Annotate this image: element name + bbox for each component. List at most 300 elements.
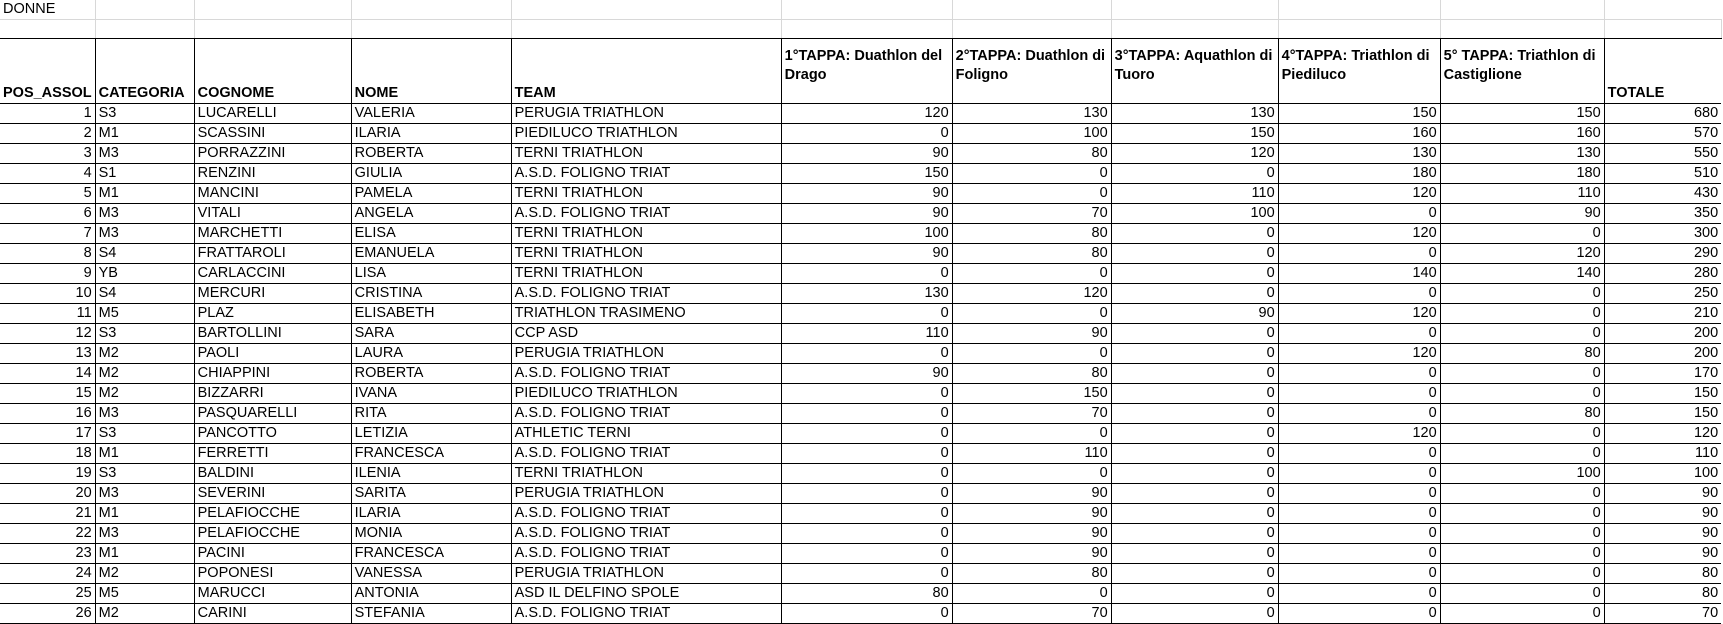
empty-cell[interactable]	[194, 0, 351, 20]
cell-categoria[interactable]: S3	[95, 324, 194, 344]
cell-nome[interactable]: FRANCESCA	[351, 544, 511, 564]
empty-cell[interactable]	[351, 0, 511, 20]
cell-pos[interactable]: 10	[0, 284, 95, 304]
cell-stage-5[interactable]: 80	[1440, 344, 1604, 364]
cell-pos[interactable]: 19	[0, 464, 95, 484]
empty-cell[interactable]	[1604, 20, 1721, 39]
cell-stage-1[interactable]: 0	[781, 544, 952, 564]
cell-stage-4[interactable]: 0	[1278, 404, 1440, 424]
cell-pos[interactable]: 3	[0, 144, 95, 164]
cell-stage-3[interactable]: 0	[1111, 404, 1278, 424]
cell-stage-5[interactable]: 0	[1440, 564, 1604, 584]
cell-stage-4[interactable]: 150	[1278, 104, 1440, 124]
cell-totale[interactable]: 200	[1604, 344, 1721, 364]
cell-team[interactable]: A.S.D. FOLIGNO TRIAT	[511, 604, 781, 624]
cell-pos[interactable]: 12	[0, 324, 95, 344]
cell-nome[interactable]: ANGELA	[351, 204, 511, 224]
cell-pos[interactable]: 11	[0, 304, 95, 324]
cell-team[interactable]: A.S.D. FOLIGNO TRIAT	[511, 544, 781, 564]
cell-cognome[interactable]: POPONESI	[194, 564, 351, 584]
cell-stage-5[interactable]: 0	[1440, 584, 1604, 604]
cell-pos[interactable]: 14	[0, 364, 95, 384]
cell-team[interactable]: A.S.D. FOLIGNO TRIAT	[511, 524, 781, 544]
cell-stage-4[interactable]: 120	[1278, 304, 1440, 324]
cell-stage-3[interactable]: 0	[1111, 164, 1278, 184]
cell-team[interactable]: TRIATHLON TRASIMENO	[511, 304, 781, 324]
cell-stage-1[interactable]: 0	[781, 484, 952, 504]
cell-totale[interactable]: 430	[1604, 184, 1721, 204]
cell-team[interactable]: A.S.D. FOLIGNO TRIAT	[511, 404, 781, 424]
cell-stage-4[interactable]: 0	[1278, 504, 1440, 524]
cell-nome[interactable]: ELISA	[351, 224, 511, 244]
cell-pos[interactable]: 20	[0, 484, 95, 504]
cell-stage-1[interactable]: 150	[781, 164, 952, 184]
cell-stage-5[interactable]: 150	[1440, 104, 1604, 124]
empty-cell[interactable]	[0, 20, 95, 39]
cell-categoria[interactable]: M1	[95, 124, 194, 144]
cell-pos[interactable]: 2	[0, 124, 95, 144]
header-stage-3[interactable]: 3°TAPPA: Aquathlon di Tuoro	[1111, 39, 1278, 104]
cell-totale[interactable]: 170	[1604, 364, 1721, 384]
cell-stage-2[interactable]: 70	[952, 604, 1111, 624]
cell-totale[interactable]: 100	[1604, 464, 1721, 484]
cell-team[interactable]: TERNI TRIATHLON	[511, 224, 781, 244]
cell-stage-1[interactable]: 0	[781, 444, 952, 464]
empty-cell[interactable]	[95, 0, 194, 20]
cell-categoria[interactable]: S4	[95, 284, 194, 304]
cell-nome[interactable]: LAURA	[351, 344, 511, 364]
cell-stage-3[interactable]: 0	[1111, 604, 1278, 624]
cell-stage-3[interactable]: 0	[1111, 364, 1278, 384]
cell-totale[interactable]: 200	[1604, 324, 1721, 344]
cell-stage-1[interactable]: 90	[781, 144, 952, 164]
cell-stage-1[interactable]: 0	[781, 504, 952, 524]
cell-team[interactable]: A.S.D. FOLIGNO TRIAT	[511, 164, 781, 184]
cell-stage-2[interactable]: 0	[952, 424, 1111, 444]
header-team[interactable]: TEAM	[511, 39, 781, 104]
cell-cognome[interactable]: VITALI	[194, 204, 351, 224]
cell-stage-3[interactable]: 130	[1111, 104, 1278, 124]
cell-stage-4[interactable]: 0	[1278, 564, 1440, 584]
cell-stage-1[interactable]: 0	[781, 344, 952, 364]
empty-cell[interactable]	[1604, 0, 1721, 20]
cell-stage-5[interactable]: 90	[1440, 204, 1604, 224]
cell-stage-5[interactable]: 0	[1440, 504, 1604, 524]
cell-nome[interactable]: ILARIA	[351, 124, 511, 144]
cell-stage-3[interactable]: 100	[1111, 204, 1278, 224]
cell-cognome[interactable]: PLAZ	[194, 304, 351, 324]
cell-pos[interactable]: 13	[0, 344, 95, 364]
cell-stage-5[interactable]: 0	[1440, 304, 1604, 324]
cell-nome[interactable]: MONIA	[351, 524, 511, 544]
cell-stage-1[interactable]: 90	[781, 204, 952, 224]
empty-cell[interactable]	[511, 20, 781, 39]
cell-team[interactable]: PERUGIA TRIATHLON	[511, 344, 781, 364]
cell-cognome[interactable]: BALDINI	[194, 464, 351, 484]
cell-pos[interactable]: 9	[0, 264, 95, 284]
cell-stage-2[interactable]: 0	[952, 464, 1111, 484]
cell-stage-4[interactable]: 0	[1278, 284, 1440, 304]
cell-stage-4[interactable]: 0	[1278, 444, 1440, 464]
cell-stage-1[interactable]: 0	[781, 604, 952, 624]
cell-stage-2[interactable]: 80	[952, 244, 1111, 264]
cell-stage-5[interactable]: 160	[1440, 124, 1604, 144]
cell-stage-3[interactable]: 120	[1111, 144, 1278, 164]
cell-stage-5[interactable]: 100	[1440, 464, 1604, 484]
cell-team[interactable]: A.S.D. FOLIGNO TRIAT	[511, 364, 781, 384]
cell-cognome[interactable]: PELAFIOCCHE	[194, 504, 351, 524]
cell-nome[interactable]: ROBERTA	[351, 144, 511, 164]
cell-pos[interactable]: 15	[0, 384, 95, 404]
cell-stage-3[interactable]: 0	[1111, 224, 1278, 244]
cell-totale[interactable]: 70	[1604, 604, 1721, 624]
cell-nome[interactable]: VANESSA	[351, 564, 511, 584]
cell-stage-5[interactable]: 0	[1440, 364, 1604, 384]
cell-nome[interactable]: SARA	[351, 324, 511, 344]
cell-pos[interactable]: 5	[0, 184, 95, 204]
empty-cell[interactable]	[952, 0, 1111, 20]
cell-stage-1[interactable]: 0	[781, 264, 952, 284]
empty-cell[interactable]	[351, 20, 511, 39]
cell-totale[interactable]: 570	[1604, 124, 1721, 144]
cell-stage-1[interactable]: 90	[781, 244, 952, 264]
cell-nome[interactable]: VALERIA	[351, 104, 511, 124]
cell-nome[interactable]: ANTONIA	[351, 584, 511, 604]
cell-stage-2[interactable]: 0	[952, 264, 1111, 284]
cell-stage-1[interactable]: 0	[781, 424, 952, 444]
cell-cognome[interactable]: PANCOTTO	[194, 424, 351, 444]
cell-totale[interactable]: 150	[1604, 384, 1721, 404]
cell-stage-4[interactable]: 0	[1278, 584, 1440, 604]
cell-stage-3[interactable]: 0	[1111, 464, 1278, 484]
cell-categoria[interactable]: M2	[95, 384, 194, 404]
cell-stage-1[interactable]: 80	[781, 584, 952, 604]
header-stage-1[interactable]: 1°TAPPA: Duathlon del Drago	[781, 39, 952, 104]
cell-stage-1[interactable]: 100	[781, 224, 952, 244]
cell-nome[interactable]: ROBERTA	[351, 364, 511, 384]
cell-stage-1[interactable]: 120	[781, 104, 952, 124]
empty-cell[interactable]	[1111, 0, 1278, 20]
cell-stage-1[interactable]: 130	[781, 284, 952, 304]
cell-stage-2[interactable]: 150	[952, 384, 1111, 404]
cell-totale[interactable]: 80	[1604, 564, 1721, 584]
empty-cell[interactable]	[1440, 0, 1604, 20]
cell-team[interactable]: PIEDILUCO TRIATHLON	[511, 384, 781, 404]
cell-stage-4[interactable]: 120	[1278, 344, 1440, 364]
cell-cognome[interactable]: CARLACCINI	[194, 264, 351, 284]
cell-cognome[interactable]: MERCURI	[194, 284, 351, 304]
cell-team[interactable]: PERUGIA TRIATHLON	[511, 564, 781, 584]
cell-cognome[interactable]: FRATTAROLI	[194, 244, 351, 264]
cell-stage-5[interactable]: 110	[1440, 184, 1604, 204]
cell-cognome[interactable]: LUCARELLI	[194, 104, 351, 124]
cell-stage-2[interactable]: 80	[952, 564, 1111, 584]
cell-totale[interactable]: 80	[1604, 584, 1721, 604]
cell-cognome[interactable]: PACINI	[194, 544, 351, 564]
cell-pos[interactable]: 7	[0, 224, 95, 244]
header-categoria[interactable]: CATEGORIA	[95, 39, 194, 104]
empty-cell[interactable]	[1278, 20, 1440, 39]
cell-stage-3[interactable]: 0	[1111, 244, 1278, 264]
cell-stage-5[interactable]: 80	[1440, 404, 1604, 424]
cell-stage-3[interactable]: 0	[1111, 444, 1278, 464]
empty-cell[interactable]	[1111, 20, 1278, 39]
cell-categoria[interactable]: S3	[95, 424, 194, 444]
cell-stage-2[interactable]: 80	[952, 364, 1111, 384]
cell-cognome[interactable]: CHIAPPINI	[194, 364, 351, 384]
cell-stage-3[interactable]: 0	[1111, 504, 1278, 524]
cell-stage-4[interactable]: 0	[1278, 384, 1440, 404]
cell-totale[interactable]: 110	[1604, 444, 1721, 464]
cell-team[interactable]: CCP ASD	[511, 324, 781, 344]
cell-categoria[interactable]: M3	[95, 144, 194, 164]
cell-stage-4[interactable]: 0	[1278, 364, 1440, 384]
cell-categoria[interactable]: S3	[95, 104, 194, 124]
cell-stage-1[interactable]: 0	[781, 404, 952, 424]
cell-stage-5[interactable]: 120	[1440, 244, 1604, 264]
cell-cognome[interactable]: BARTOLLINI	[194, 324, 351, 344]
empty-cell[interactable]	[194, 20, 351, 39]
cell-totale[interactable]: 290	[1604, 244, 1721, 264]
cell-team[interactable]: PIEDILUCO TRIATHLON	[511, 124, 781, 144]
cell-cognome[interactable]: MARUCCI	[194, 584, 351, 604]
cell-stage-5[interactable]: 0	[1440, 604, 1604, 624]
cell-totale[interactable]: 510	[1604, 164, 1721, 184]
cell-team[interactable]: ASD IL DELFINO SPOLE	[511, 584, 781, 604]
cell-categoria[interactable]: M3	[95, 204, 194, 224]
header-stage-5[interactable]: 5° TAPPA: Triathlon di Castiglione	[1440, 39, 1604, 104]
cell-stage-4[interactable]: 120	[1278, 224, 1440, 244]
cell-stage-2[interactable]: 120	[952, 284, 1111, 304]
cell-stage-2[interactable]: 80	[952, 224, 1111, 244]
cell-pos[interactable]: 21	[0, 504, 95, 524]
cell-cognome[interactable]: SEVERINI	[194, 484, 351, 504]
cell-stage-4[interactable]: 0	[1278, 484, 1440, 504]
cell-nome[interactable]: IVANA	[351, 384, 511, 404]
cell-stage-1[interactable]: 90	[781, 184, 952, 204]
cell-cognome[interactable]: BIZZARRI	[194, 384, 351, 404]
cell-stage-5[interactable]: 0	[1440, 284, 1604, 304]
cell-stage-4[interactable]: 120	[1278, 184, 1440, 204]
cell-stage-1[interactable]: 0	[781, 464, 952, 484]
cell-team[interactable]: ATHLETIC TERNI	[511, 424, 781, 444]
cell-stage-4[interactable]: 0	[1278, 544, 1440, 564]
cell-categoria[interactable]: M5	[95, 584, 194, 604]
cell-stage-3[interactable]: 0	[1111, 564, 1278, 584]
cell-nome[interactable]: RITA	[351, 404, 511, 424]
cell-stage-5[interactable]: 0	[1440, 224, 1604, 244]
cell-stage-2[interactable]: 90	[952, 324, 1111, 344]
cell-totale[interactable]: 210	[1604, 304, 1721, 324]
cell-stage-5[interactable]: 0	[1440, 524, 1604, 544]
cell-team[interactable]: TERNI TRIATHLON	[511, 264, 781, 284]
cell-stage-2[interactable]: 0	[952, 344, 1111, 364]
cell-stage-4[interactable]: 0	[1278, 524, 1440, 544]
cell-totale[interactable]: 90	[1604, 524, 1721, 544]
cell-stage-5[interactable]: 0	[1440, 384, 1604, 404]
cell-nome[interactable]: ELISABETH	[351, 304, 511, 324]
empty-cell[interactable]	[511, 0, 781, 20]
cell-stage-2[interactable]: 0	[952, 164, 1111, 184]
cell-cognome[interactable]: PAOLI	[194, 344, 351, 364]
cell-stage-4[interactable]: 0	[1278, 604, 1440, 624]
cell-stage-2[interactable]: 90	[952, 504, 1111, 524]
cell-stage-1[interactable]: 0	[781, 384, 952, 404]
cell-categoria[interactable]: S3	[95, 464, 194, 484]
cell-nome[interactable]: SARITA	[351, 484, 511, 504]
cell-stage-2[interactable]: 90	[952, 544, 1111, 564]
cell-stage-1[interactable]: 110	[781, 324, 952, 344]
cell-pos[interactable]: 1	[0, 104, 95, 124]
empty-cell[interactable]	[781, 20, 952, 39]
cell-stage-2[interactable]: 100	[952, 124, 1111, 144]
cell-cognome[interactable]: PORRAZZINI	[194, 144, 351, 164]
cell-cognome[interactable]: PASQUARELLI	[194, 404, 351, 424]
cell-stage-3[interactable]: 0	[1111, 344, 1278, 364]
cell-stage-3[interactable]: 0	[1111, 264, 1278, 284]
cell-totale[interactable]: 150	[1604, 404, 1721, 424]
empty-cell[interactable]	[95, 20, 194, 39]
cell-team[interactable]: PERUGIA TRIATHLON	[511, 484, 781, 504]
cell-stage-4[interactable]: 140	[1278, 264, 1440, 284]
cell-stage-5[interactable]: 0	[1440, 484, 1604, 504]
cell-stage-2[interactable]: 130	[952, 104, 1111, 124]
cell-totale[interactable]: 550	[1604, 144, 1721, 164]
cell-pos[interactable]: 4	[0, 164, 95, 184]
cell-stage-3[interactable]: 110	[1111, 184, 1278, 204]
header-pos[interactable]: POS_ASSOL	[0, 39, 95, 104]
cell-categoria[interactable]: S1	[95, 164, 194, 184]
cell-pos[interactable]: 22	[0, 524, 95, 544]
cell-team[interactable]: A.S.D. FOLIGNO TRIAT	[511, 504, 781, 524]
cell-pos[interactable]: 6	[0, 204, 95, 224]
cell-stage-1[interactable]: 0	[781, 304, 952, 324]
cell-categoria[interactable]: M2	[95, 604, 194, 624]
cell-stage-3[interactable]: 90	[1111, 304, 1278, 324]
cell-stage-1[interactable]: 0	[781, 124, 952, 144]
cell-stage-3[interactable]: 150	[1111, 124, 1278, 144]
cell-categoria[interactable]: M1	[95, 444, 194, 464]
header-stage-4[interactable]: 4°TAPPA: Triathlon di Piediluco	[1278, 39, 1440, 104]
cell-totale[interactable]: 90	[1604, 544, 1721, 564]
header-nome[interactable]: NOME	[351, 39, 511, 104]
cell-stage-3[interactable]: 0	[1111, 584, 1278, 604]
cell-nome[interactable]: ILENIA	[351, 464, 511, 484]
cell-stage-4[interactable]: 0	[1278, 204, 1440, 224]
cell-team[interactable]: TERNI TRIATHLON	[511, 464, 781, 484]
cell-pos[interactable]: 18	[0, 444, 95, 464]
cell-stage-2[interactable]: 0	[952, 304, 1111, 324]
cell-nome[interactable]: LETIZIA	[351, 424, 511, 444]
cell-stage-4[interactable]: 0	[1278, 324, 1440, 344]
cell-team[interactable]: TERNI TRIATHLON	[511, 184, 781, 204]
cell-stage-2[interactable]: 90	[952, 484, 1111, 504]
cell-stage-3[interactable]: 0	[1111, 324, 1278, 344]
cell-totale[interactable]: 300	[1604, 224, 1721, 244]
cell-nome[interactable]: ILARIA	[351, 504, 511, 524]
cell-categoria[interactable]: M3	[95, 484, 194, 504]
cell-totale[interactable]: 280	[1604, 264, 1721, 284]
cell-nome[interactable]: CRISTINA	[351, 284, 511, 304]
cell-categoria[interactable]: M3	[95, 404, 194, 424]
cell-stage-2[interactable]: 0	[952, 584, 1111, 604]
cell-categoria[interactable]: M1	[95, 504, 194, 524]
cell-totale[interactable]: 680	[1604, 104, 1721, 124]
cell-categoria[interactable]: M2	[95, 344, 194, 364]
cell-stage-1[interactable]: 0	[781, 564, 952, 584]
cell-cognome[interactable]: RENZINI	[194, 164, 351, 184]
cell-stage-5[interactable]: 0	[1440, 444, 1604, 464]
cell-stage-2[interactable]: 70	[952, 404, 1111, 424]
cell-team[interactable]: A.S.D. FOLIGNO TRIAT	[511, 204, 781, 224]
cell-cognome[interactable]: FERRETTI	[194, 444, 351, 464]
cell-categoria[interactable]: M1	[95, 544, 194, 564]
cell-stage-1[interactable]: 90	[781, 364, 952, 384]
cell-stage-4[interactable]: 160	[1278, 124, 1440, 144]
header-stage-2[interactable]: 2°TAPPA: Duathlon di Foligno	[952, 39, 1111, 104]
cell-stage-2[interactable]: 90	[952, 524, 1111, 544]
cell-stage-5[interactable]: 0	[1440, 544, 1604, 564]
cell-nome[interactable]: LISA	[351, 264, 511, 284]
cell-cognome[interactable]: MANCINI	[194, 184, 351, 204]
header-cognome[interactable]: COGNOME	[194, 39, 351, 104]
cell-stage-3[interactable]: 0	[1111, 544, 1278, 564]
cell-stage-3[interactable]: 0	[1111, 384, 1278, 404]
empty-cell[interactable]	[1278, 0, 1440, 20]
cell-stage-2[interactable]: 0	[952, 184, 1111, 204]
cell-pos[interactable]: 23	[0, 544, 95, 564]
cell-categoria[interactable]: M2	[95, 364, 194, 384]
header-totale[interactable]: TOTALE	[1604, 39, 1721, 104]
empty-cell[interactable]	[781, 0, 952, 20]
cell-nome[interactable]: PAMELA	[351, 184, 511, 204]
cell-nome[interactable]: FRANCESCA	[351, 444, 511, 464]
cell-stage-4[interactable]: 120	[1278, 424, 1440, 444]
cell-stage-2[interactable]: 80	[952, 144, 1111, 164]
cell-pos[interactable]: 17	[0, 424, 95, 444]
cell-stage-5[interactable]: 0	[1440, 324, 1604, 344]
cell-team[interactable]: TERNI TRIATHLON	[511, 144, 781, 164]
empty-cell[interactable]	[1440, 20, 1604, 39]
cell-categoria[interactable]: M3	[95, 524, 194, 544]
cell-team[interactable]: PERUGIA TRIATHLON	[511, 104, 781, 124]
cell-stage-2[interactable]: 110	[952, 444, 1111, 464]
cell-totale[interactable]: 350	[1604, 204, 1721, 224]
cell-cognome[interactable]: PELAFIOCCHE	[194, 524, 351, 544]
cell-stage-5[interactable]: 140	[1440, 264, 1604, 284]
cell-categoria[interactable]: M2	[95, 564, 194, 584]
cell-categoria[interactable]: M3	[95, 224, 194, 244]
cell-stage-4[interactable]: 0	[1278, 464, 1440, 484]
cell-team[interactable]: TERNI TRIATHLON	[511, 244, 781, 264]
cell-stage-3[interactable]: 0	[1111, 424, 1278, 444]
cell-cognome[interactable]: MARCHETTI	[194, 224, 351, 244]
cell-totale[interactable]: 90	[1604, 504, 1721, 524]
cell-stage-5[interactable]: 0	[1440, 424, 1604, 444]
cell-pos[interactable]: 8	[0, 244, 95, 264]
cell-totale[interactable]: 90	[1604, 484, 1721, 504]
cell-stage-3[interactable]: 0	[1111, 284, 1278, 304]
cell-categoria[interactable]: S4	[95, 244, 194, 264]
cell-stage-5[interactable]: 130	[1440, 144, 1604, 164]
cell-categoria[interactable]: YB	[95, 264, 194, 284]
cell-nome[interactable]: STEFANIA	[351, 604, 511, 624]
cell-stage-5[interactable]: 180	[1440, 164, 1604, 184]
cell-nome[interactable]: EMANUELA	[351, 244, 511, 264]
sheet-title[interactable]: DONNE	[0, 0, 95, 20]
empty-cell[interactable]	[952, 20, 1111, 39]
cell-cognome[interactable]: CARINI	[194, 604, 351, 624]
